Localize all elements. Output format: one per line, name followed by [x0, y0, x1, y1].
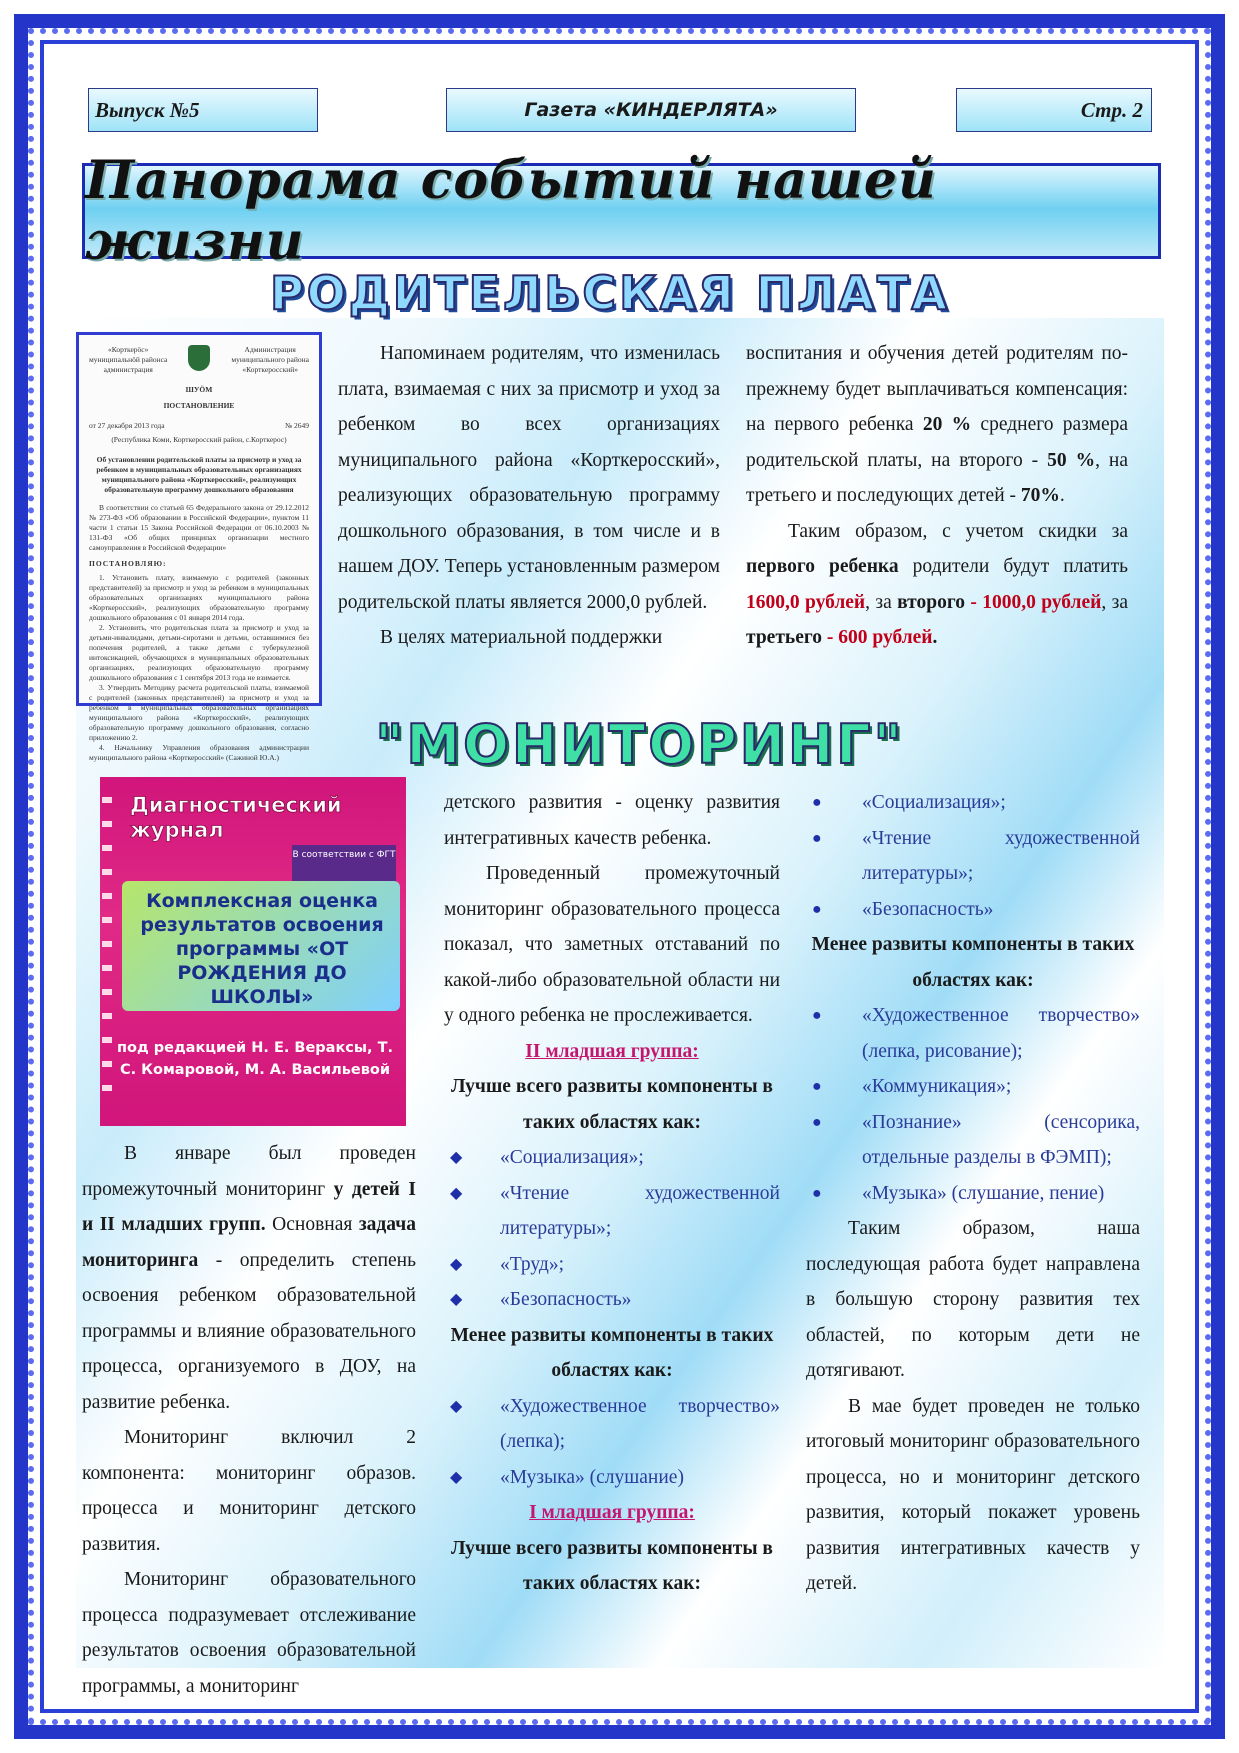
- list-item: [444, 1247, 780, 1283]
- list-item-text: «Музыка» (слушание, пение): [862, 1182, 1105, 1204]
- decree-item: 2. Установить, что родительская плата за присмотр и уход за детьми-инвалидами, детьми-сиротами и детьми, оставшимися без попечения родителей, а также детьми с туберкулезной интоксикацией, обучающихся в муниципальных образовательных организациях, реализующих образовательную программу дошкольного образования с 1 сентября 2013 года не взимается.: [89, 623, 309, 682]
- list-item: [806, 1176, 1140, 1212]
- banner: [82, 150, 1161, 272]
- less-heading: Менее развиты компоненты в таких областях как:: [811, 934, 1135, 991]
- best-list: [806, 785, 1140, 927]
- decree-subject: Об установлении родительской платы за присмотр и уход за ребенком в муниципальных образовательных организациях муниципального района «Корткеросский», реализующих образовательную программу дошкольного образования: [96, 455, 302, 494]
- book-subtitle: Комплексная оценка результатов освоения программы «ОТ РОЖДЕНИЯ ДО ШКОЛЫ»: [140, 890, 384, 1008]
- list-item: [806, 1105, 1140, 1176]
- text: , на третьего и последующих детей -: [746, 449, 1129, 506]
- paragraph: В целях материальной поддержки: [380, 627, 663, 648]
- text: - определить степень освоения ребенком образовательной программы и влияние образовательного процесса, организуемого в ДОУ, на развитие ребенка.: [82, 1249, 416, 1413]
- list-item-text: «Познание» (сенсорика, отдельные разделы в ФЭМП);: [862, 1111, 1140, 1168]
- percent-second: 50 %: [1047, 449, 1096, 471]
- paragraph-payment: [746, 514, 1128, 656]
- paragraph: Проведенный промежуточный мониторинг образовательного процесса показал, что заметных отставаний по какой-либо образовательной области ни у одного ребенка не прослеживается.: [444, 863, 780, 1026]
- text: воспитания и обучения детей родителям по-прежнему будет выплачиваться компенсация: на первого ребенка: [746, 343, 1128, 435]
- decree-left-org-line: муниципальнöй районса: [89, 355, 168, 364]
- bullet-icon: ●: [812, 794, 822, 811]
- decree-preamble: В соответствии со статьей 65 Федерального закона от 29.12.2012 № 273-ФЗ «Об образовании в Российской Федерации», пунктом 11 части 1 статьи 15 Закона Российской Федерации от 06.10.2003 № 131-ФЗ «Об общих принципах организации местного самоуправления в Российской Федерации»: [89, 503, 309, 552]
- diamond-icon: ◆: [450, 1468, 463, 1486]
- less-list: [444, 1389, 780, 1496]
- section-title-parent-fee: РОДИТЕЛЬСКАЯ ПЛАТА: [269, 266, 951, 320]
- decree-date: от 27 декабря 2013 года: [89, 421, 165, 430]
- amount-third: 600 рублей: [838, 627, 933, 648]
- bullet-icon: ●: [812, 1113, 822, 1131]
- diamond-icon: ◆: [450, 1291, 463, 1308]
- list-item: [444, 1389, 780, 1460]
- decree-left-org-line: администрация: [103, 365, 153, 374]
- decree-left-org-line: «Корткерöс»: [107, 345, 149, 354]
- list-item-text: «Безопасность»: [500, 1289, 632, 1310]
- list-item-text: «Художественное творчество» (лепка);: [500, 1395, 780, 1452]
- text: , за: [865, 591, 898, 613]
- list-item: [806, 892, 1140, 928]
- list-item-text: «Социализация»;: [862, 792, 1006, 813]
- list-item: [806, 998, 1140, 1069]
- amount-second: 1000,0 рублей: [982, 591, 1102, 613]
- best-heading: Лучше всего развиты компоненты в таких областях как:: [451, 1537, 773, 1594]
- bullet-icon: ●: [812, 829, 822, 847]
- text-bold: первого ребенка: [746, 556, 899, 577]
- text: -: [821, 627, 839, 648]
- less-list: [806, 998, 1140, 1211]
- diamond-icon: ◆: [450, 1397, 463, 1415]
- coat-of-arms-icon: [188, 345, 210, 371]
- page-box: [956, 88, 1152, 132]
- percent-first: 20 %: [922, 414, 972, 435]
- decree-left-org: [89, 345, 167, 375]
- decree-shuom: ШУÖМ: [185, 385, 213, 394]
- decree-right-org-line: муниципального района: [231, 355, 309, 364]
- list-item: [806, 785, 1140, 821]
- decree-right-org-line: Администрация: [244, 345, 296, 354]
- decree-item: 3. Утвердить Методику расчета родительской платы, взимаемой с родителей (законных представителей) за присмотр и уход за ребенком в муниципальных образовательных организациях муниципального района «Корткеросский», реализующих образовательную программу дошкольного образования, согласно приложению 2.: [89, 683, 309, 742]
- paragraph: Таким образом, наша последующая работа будет направлена в большую сторону развития тех областей, по которым дети не дотягивают.: [806, 1218, 1140, 1381]
- parent-fee-column-1: [338, 336, 720, 656]
- text-bold: задача мониторинга: [82, 1214, 416, 1271]
- bullet-icon: ●: [812, 1078, 822, 1095]
- book-fgt-badge: В соответствии с ФГТ: [292, 845, 396, 883]
- book-editors: под редакцией Н. Е. Вераксы, Т. С. Комаровой, М. А. Васильевой: [117, 1040, 393, 1078]
- decree-date-row: [89, 421, 309, 431]
- section-title-monitoring: "МОНИТОРИНГ": [375, 713, 905, 776]
- decree-right-org-line: «Корткеросский»: [242, 365, 298, 374]
- text-bold: у детей I и II младших групп.: [82, 1178, 416, 1235]
- list-item-text: «Коммуникация»;: [862, 1076, 1012, 1097]
- text-bold: второго: [897, 591, 965, 613]
- best-list: [444, 1140, 780, 1318]
- group-heading-1: I младшая группа:: [529, 1502, 695, 1523]
- text: , за: [1101, 591, 1128, 613]
- bullet-icon: ●: [812, 900, 822, 918]
- paragraph-compensation: [746, 336, 1128, 514]
- newspaper-title: Газета «КИНДЕРЛЯТА»: [524, 99, 778, 121]
- decree-document-image: [76, 332, 322, 762]
- list-item-text: «Чтение художественной литературы»;: [862, 827, 1140, 884]
- list-item-text: «Труд»;: [500, 1253, 565, 1275]
- parent-fee-column-2: [746, 336, 1128, 656]
- text: Таким образом, с учетом скидки за: [788, 520, 1128, 542]
- diamond-icon: ◆: [450, 1184, 463, 1202]
- paragraph: [82, 1136, 416, 1420]
- issue-number: Выпуск №5: [95, 97, 200, 122]
- list-item: [444, 1460, 780, 1496]
- list-item-text: «Музыка» (слушание): [500, 1466, 684, 1488]
- diamond-icon: ◆: [450, 1149, 463, 1166]
- list-item: [444, 1176, 780, 1247]
- group-heading-2: II младшая группа:: [525, 1040, 699, 1062]
- diagnostic-journal-cover-image: [100, 777, 406, 1126]
- bullet-icon: ●: [812, 1184, 822, 1202]
- paragraph: В мае будет проведен не только итоговый мониторинг образовательного процесса, но и мониторинг детского развития, который покажет уровень развития интегративных качеств у детей.: [806, 1395, 1140, 1594]
- paragraph: Напоминаем родителям, что изменилась плата, взимаемая с них за присмотр и уход за ребенком во всех организациях муниципального района «Корткеросский», реализующих образовательную программу дошкольного образования, в том числе и в нашем ДОУ. Теперь установленным размером родительской платы является 2000,0 рублей.: [338, 343, 720, 613]
- text: .: [932, 627, 938, 648]
- text: родители будут платить: [898, 556, 1128, 577]
- banner-title: Панорама событий нашей жизни: [85, 150, 937, 272]
- newspaper-box: [446, 88, 856, 132]
- text-bold: третьего: [746, 627, 822, 648]
- amount-first: 1600,0 рублей: [746, 591, 866, 613]
- list-item-text: «Безопасность»: [862, 898, 994, 920]
- text: Основная: [265, 1214, 359, 1235]
- decree-number: № 2649: [284, 421, 309, 430]
- text: В январе был проведен промежуточный мониторинг: [82, 1143, 416, 1200]
- decree-right-org: [231, 345, 309, 375]
- list-item: [444, 1140, 780, 1176]
- decree-postanovlyayu: ПОСТАНОВЛЯЮ:: [89, 559, 167, 568]
- diamond-icon: ◆: [450, 1255, 463, 1273]
- book-title: Диагностический журнал: [130, 793, 342, 842]
- issue-box: [88, 88, 318, 132]
- page-number: Стр. 2: [1080, 97, 1143, 122]
- list-item: [806, 1069, 1140, 1105]
- list-item-text: «Чтение художественной литературы»;: [500, 1182, 780, 1239]
- list-item: [806, 821, 1140, 892]
- text: среднего размера родительской платы, на второго -: [746, 414, 1129, 471]
- paragraph: Мониторинг включил 2 компонента: мониторинг образов. процесса и мониторинг детского развития.: [82, 1427, 416, 1555]
- bullet-icon: ●: [812, 1007, 822, 1024]
- list-item-text: «Художественное творчество» (лепка, рисование);: [862, 1005, 1140, 1062]
- paragraph: Мониторинг образовательного процесса подразумевает отслеживание результатов освоения образовательной программы, а мониторинг: [82, 1569, 416, 1697]
- text: -: [964, 591, 983, 613]
- paragraph: детского развития - оценку развития интегративных качеств ребенка.: [444, 792, 780, 849]
- best-heading: Лучше всего развиты компоненты в таких областях как:: [451, 1076, 773, 1133]
- decree-type: ПОСТАНОВЛЕНИЕ: [163, 401, 235, 410]
- decree-place: (Республика Коми, Корткеросский район, с.Корткерос): [111, 435, 287, 444]
- monitoring-column-3: [806, 785, 1140, 1602]
- monitoring-column-1: [82, 1136, 416, 1704]
- decree-item: 1. Установить плату, взимаемую с родителей (законных представителей) за присмотр и уход за ребенком в муниципальных образовательных организациях муниципального района «Корткеросский», реализующих образовательную программу дошкольного образования с 01 января 2014 года.: [89, 573, 309, 622]
- percent-third: 70%: [1020, 485, 1060, 506]
- list-item: [444, 1282, 780, 1318]
- text: .: [1059, 485, 1065, 506]
- monitoring-column-2: [444, 785, 780, 1602]
- decree-item: 4. Начальнику Управления образования администрации муниципального района «Корткеросский» (Сажиной Ю.А.): [89, 743, 309, 762]
- less-heading: Менее развиты компоненты в таких областях как:: [450, 1324, 774, 1381]
- list-item-text: «Социализация»;: [500, 1147, 644, 1168]
- decree-header: [89, 345, 309, 375]
